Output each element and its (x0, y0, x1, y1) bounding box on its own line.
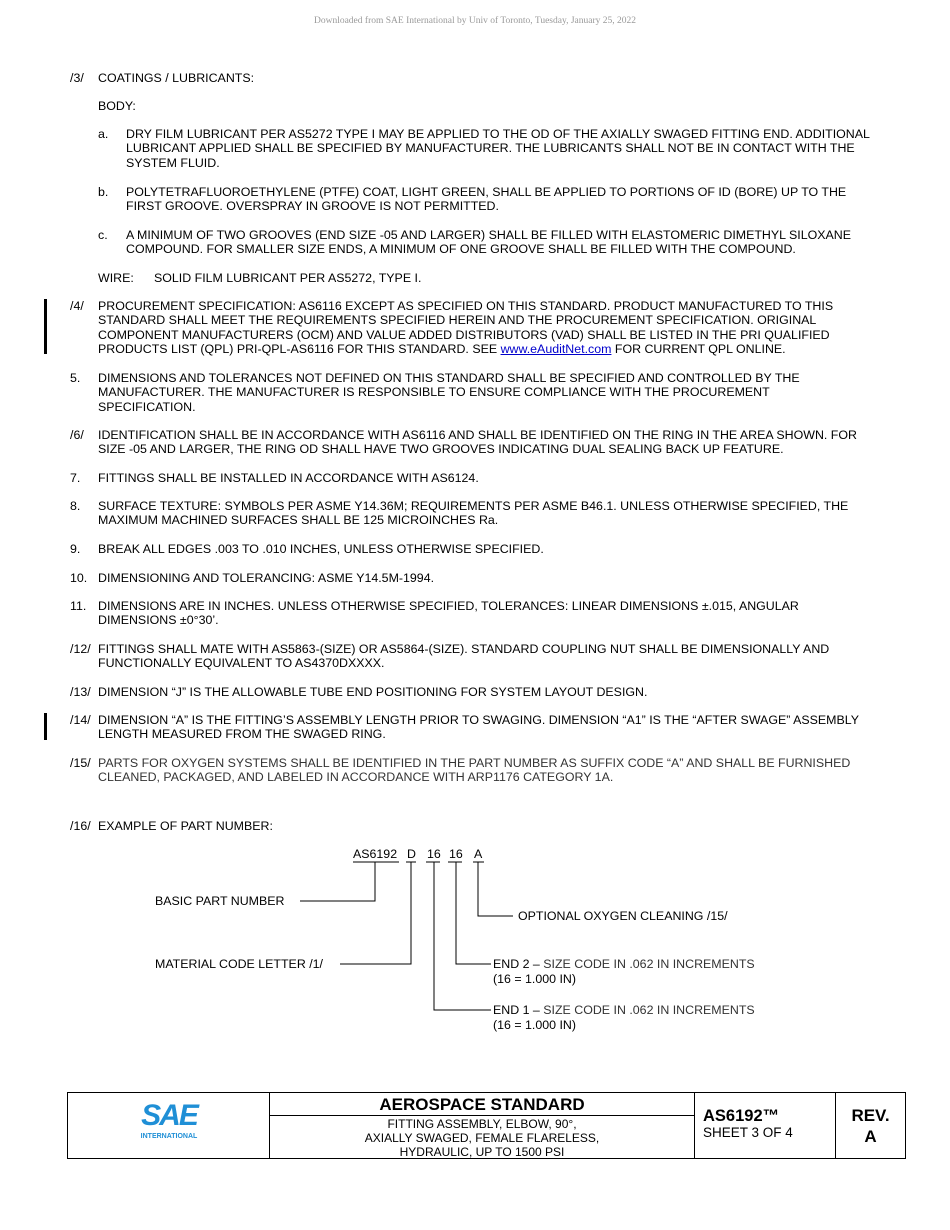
note-3-item-a: a. DRY FILM LUBRICANT PER AS5272 TYPE I MAY BE APPLIED TO THE OD OF THE AXIALLY SWAGED FITTING END. ADDITIONAL LUBRICANT APPLIED SHALL BE SPECIFIED BY MANUFACTURER. THE LUBRICANTS SHALL NOT BE IN CONTACT WITH THE SYSTEM FLUID. (98, 127, 870, 170)
sae-logo (68, 1093, 270, 1158)
note-3-item-b: b. POLYTETRAFLUOROETHYLENE (PTFE) COAT, LIGHT GREEN, SHALL BE APPLIED TO PORTIONS OF ID (BORE) UP TO THE FIRST GROOVE. OVERSPRAY IN GROOVE IS NOT PERMITTED. (98, 185, 847, 214)
leader-end1 (434, 862, 491, 1010)
sae-logo-subtext: INTERNATIONAL (140, 1133, 198, 1140)
change-bar-note-14 (44, 713, 47, 740)
eauditnet-link[interactable]: www.eAuditNet.com (500, 341, 612, 356)
note-11: 11. DIMENSIONS ARE IN INCHES. UNLESS OTHERWISE SPECIFIED, TOLERANCES: LINEAR DIMENSIONS ±.015, ANGULAR DIMENSIONS ±0°30’. (70, 599, 799, 628)
label-oxygen-cleaning: OPTIONAL OXYGEN CLEANING /15/ (518, 909, 728, 923)
label-basic-part-number: BASIC PART NUMBER (155, 894, 285, 908)
note-7: 7. FITTINGS SHALL BE INSTALLED IN ACCORDANCE WITH AS6124. (70, 471, 479, 485)
title-block (67, 1092, 906, 1159)
sheet-number: SHEET 3 OF 4 (703, 1125, 793, 1140)
pn-end1: 16 (427, 847, 441, 861)
document-id: AS6192™ (703, 1107, 780, 1125)
pn-basic: AS6192 (353, 847, 398, 861)
label-end2: END 2 – SIZE CODE IN .062 IN INCREMENTS (16 = 1.000 IN) (493, 957, 755, 986)
label-material-code: MATERIAL CODE LETTER /1/ (155, 957, 323, 971)
note-number: /3/ (70, 71, 84, 85)
label-end1: END 1 – SIZE CODE IN .062 IN INCREMENTS (16 = 1.000 IN) (493, 1003, 755, 1032)
pn-end2: 16 (449, 847, 463, 861)
note-15: /15/ PARTS FOR OXYGEN SYSTEMS SHALL BE IDENTIFIED IN THE PART NUMBER AS SUFFIX CODE “A” AND SHALL BE FURNISHED CLEANED, PACKAGED, AND LABELED IN ACCORDANCE WITH ARP1176 CATEGORY 1A. (70, 756, 851, 785)
pn-material: D (407, 847, 416, 861)
note-3-wire: WIRE: SOLID FILM LUBRICANT PER AS5272, TYPE I. (98, 271, 422, 285)
note-14: /14/ DIMENSION “A” IS THE FITTING’S ASSEMBLY LENGTH PRIOR TO SWAGING. DIMENSION “A1” IS THE “AFTER SWAGE” ASSEMBLY LENGTH MEASURED FROM THE SWAGED RING. (70, 713, 859, 742)
title-cell (270, 1093, 695, 1158)
note-5: 5. DIMENSIONS AND TOLERANCES NOT DEFINED ON THIS STANDARD SHALL BE SPECIFIED AND CONTROLLED BY THE MANUFACTURER. THE MANUFACTURER IS RESPONSIBLE TO ENSURE COMPLIANCE WITH THE PROCUREMENT SPECIFICATION. (70, 371, 800, 414)
note-8: 8. SURFACE TEXTURE: SYMBOLS PER ASME Y14.36M; REQUIREMENTS PER ASME B46.1. UNLESS OTHERWISE SPECIFIED, THE MAXIMUM MACHINED SURFACES SHALL BE 125 MICROINCHES Ra. (70, 499, 849, 528)
revision-cell (836, 1093, 905, 1158)
note-9: 9. BREAK ALL EDGES .003 TO .010 INCHES, UNLESS OTHERWISE SPECIFIED. (70, 542, 544, 556)
download-notice: Downloaded from SAE International by Univ of Toronto, Tuesday, January 25, 2022 (313, 16, 637, 26)
note-13: /13/ DIMENSION “J” IS THE ALLOWABLE TUBE END POSITIONING FOR SYSTEM LAYOUT DESIGN. (70, 685, 648, 699)
note-3 (70, 71, 870, 85)
note-3-item-c: c. A MINIMUM OF TWO GROOVES (END SIZE -05 AND LARGER) SHALL BE FILLED WITH ELASTOMERIC DIMETHYL SILOXANE COMPOUND. FOR SMALLER SIZE ENDS, A MINIMUM OF ONE GROOVE SHALL BE FILLED WITH THE COMPOUND. (98, 228, 851, 257)
note-3-body-label: BODY: (98, 99, 136, 113)
sae-logo-text: SAE (141, 1099, 197, 1132)
note-16: /16/ EXAMPLE OF PART NUMBER: (70, 819, 273, 833)
change-bar-note-4 (44, 299, 47, 354)
leader-oxygen (478, 862, 513, 916)
leader-material (340, 862, 411, 964)
document-number-cell (695, 1093, 836, 1158)
sae-logo-cell (68, 1093, 270, 1158)
revision-value: A (864, 1127, 877, 1146)
note-12: /12/ FITTINGS SHALL MATE WITH AS5863-(SIZE) OR AS5864-(SIZE). STANDARD COUPLING NUT SHALL BE DIMENSIONALLY AND FUNCTIONALLY EQUIVALENT TO AS4370DXXXX. (70, 642, 830, 671)
revision-label: REV. (851, 1106, 890, 1125)
standard-heading: AEROSPACE STANDARD (270, 1093, 694, 1116)
note-4: /4/ PROCUREMENT SPECIFICATION: AS6116 EXCEPT AS SPECIFIED ON THIS STANDARD. PRODUCT MANUFACTURED TO THIS STANDARD SHALL MEET THE REQUIREMENTS SPECIFIED HEREIN AND THE PROCUREMENT SPECIFICATION. ORIGINAL COMPONENT MANUFACTURERS (OCM) AND VALUE ADDED DISTRIBUTORS (VAD) SHALL BE LISTED IN THE PRI QUALIFIED PRODUCTS LIST (QPL) PRI-QPL-AS6116 FOR THIS STANDARD. SEE www.eAuditNet.com FOR CURRENT QPL ONLINE. (70, 299, 834, 356)
note-6: /6/ IDENTIFICATION SHALL BE IN ACCORDANCE WITH AS6116 AND SHALL BE IDENTIFIED ON THE RING IN THE AREA SHOWN. FOR SIZE -05 AND LARGER, THE RING OD SHALL HAVE TWO GROOVES INDICATING DUAL SEALING BACK UP FEATURE. (70, 428, 857, 457)
note-10: 10. DIMENSIONING AND TOLERANCING: ASME Y14.5M-1994. (70, 571, 435, 585)
standard-description: FITTING ASSEMBLY, ELBOW, 90°, AXIALLY SWAGED, FEMALE FLARELESS, HYDRAULIC, UP TO 1500 PSI (364, 1117, 600, 1159)
leader-end2 (456, 862, 491, 964)
note-title: COATINGS / LUBRICANTS: (98, 71, 255, 85)
leader-basic (300, 862, 375, 901)
pn-oxygen: A (474, 847, 483, 861)
